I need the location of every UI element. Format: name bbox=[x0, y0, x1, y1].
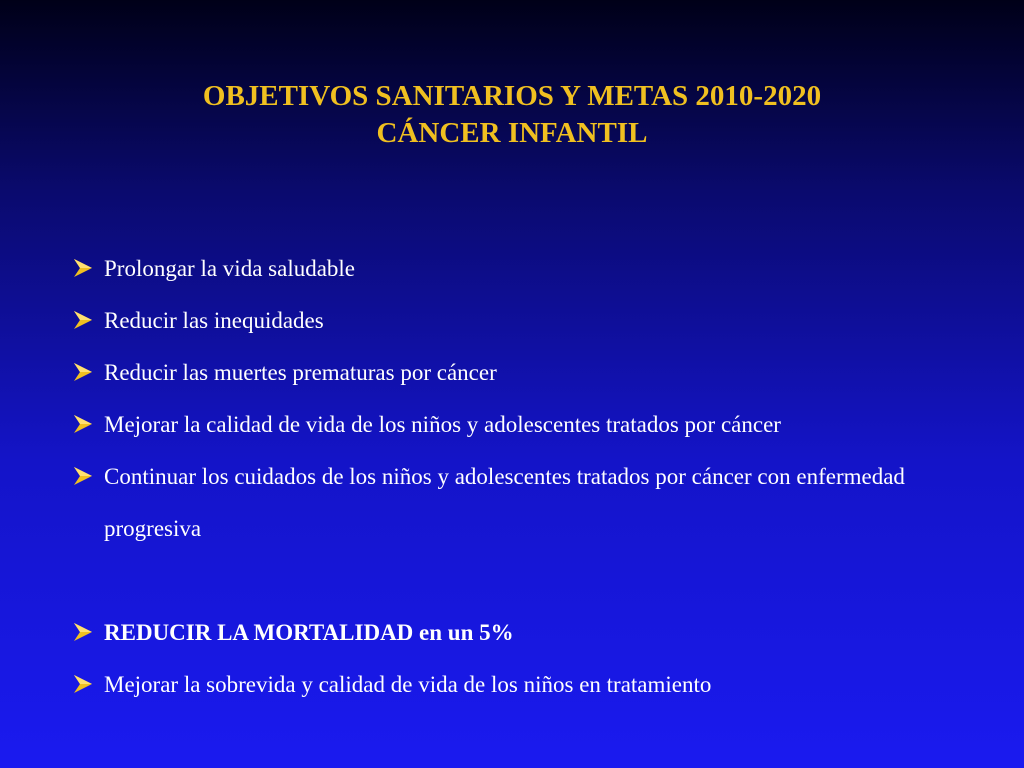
list-item bbox=[72, 295, 972, 347]
bullet-text: Prolongar la vida saludable bbox=[104, 256, 356, 281]
bullet-text-bold: REDUCIR LA MORTALIDAD bbox=[104, 620, 414, 645]
bullet-text: Reducir las muertes prematuras por cáncer bbox=[104, 360, 497, 385]
list-item bbox=[72, 347, 972, 399]
bullet-text: Mejorar la calidad de vida de los niños y adolescentes tratados por cáncer bbox=[104, 412, 781, 437]
list-item bbox=[72, 607, 972, 659]
slide-title bbox=[0, 78, 1024, 152]
bullet-list bbox=[72, 243, 972, 711]
arrowhead-bullet-icon bbox=[72, 673, 94, 695]
arrowhead-bullet-icon bbox=[72, 413, 94, 435]
list-item bbox=[72, 399, 972, 451]
arrowhead-bullet-icon bbox=[72, 257, 94, 279]
arrowhead-bullet-icon bbox=[72, 361, 94, 383]
arrowhead-bullet-icon bbox=[72, 621, 94, 643]
bullet-text: Mejorar la sobrevida y calidad de vida de los niños en tratamiento bbox=[104, 672, 712, 697]
bullet-text: en un 5% bbox=[413, 620, 514, 645]
arrowhead-bullet-icon bbox=[72, 309, 94, 331]
arrowhead-bullet-icon bbox=[72, 465, 94, 487]
title-line-1: OBJETIVOS SANITARIOS Y METAS 2010-2020 bbox=[202, 80, 822, 112]
list-item bbox=[72, 451, 972, 555]
list-item bbox=[72, 243, 972, 295]
bullet-text: Reducir las inequidades bbox=[104, 308, 324, 333]
list-item bbox=[72, 659, 972, 711]
bullet-text: Continuar los cuidados de los niños y adolescentes tratados por cáncer con enfermedad progresiva bbox=[104, 464, 905, 541]
title-line-2: CÁNCER INFANTIL bbox=[376, 117, 648, 149]
